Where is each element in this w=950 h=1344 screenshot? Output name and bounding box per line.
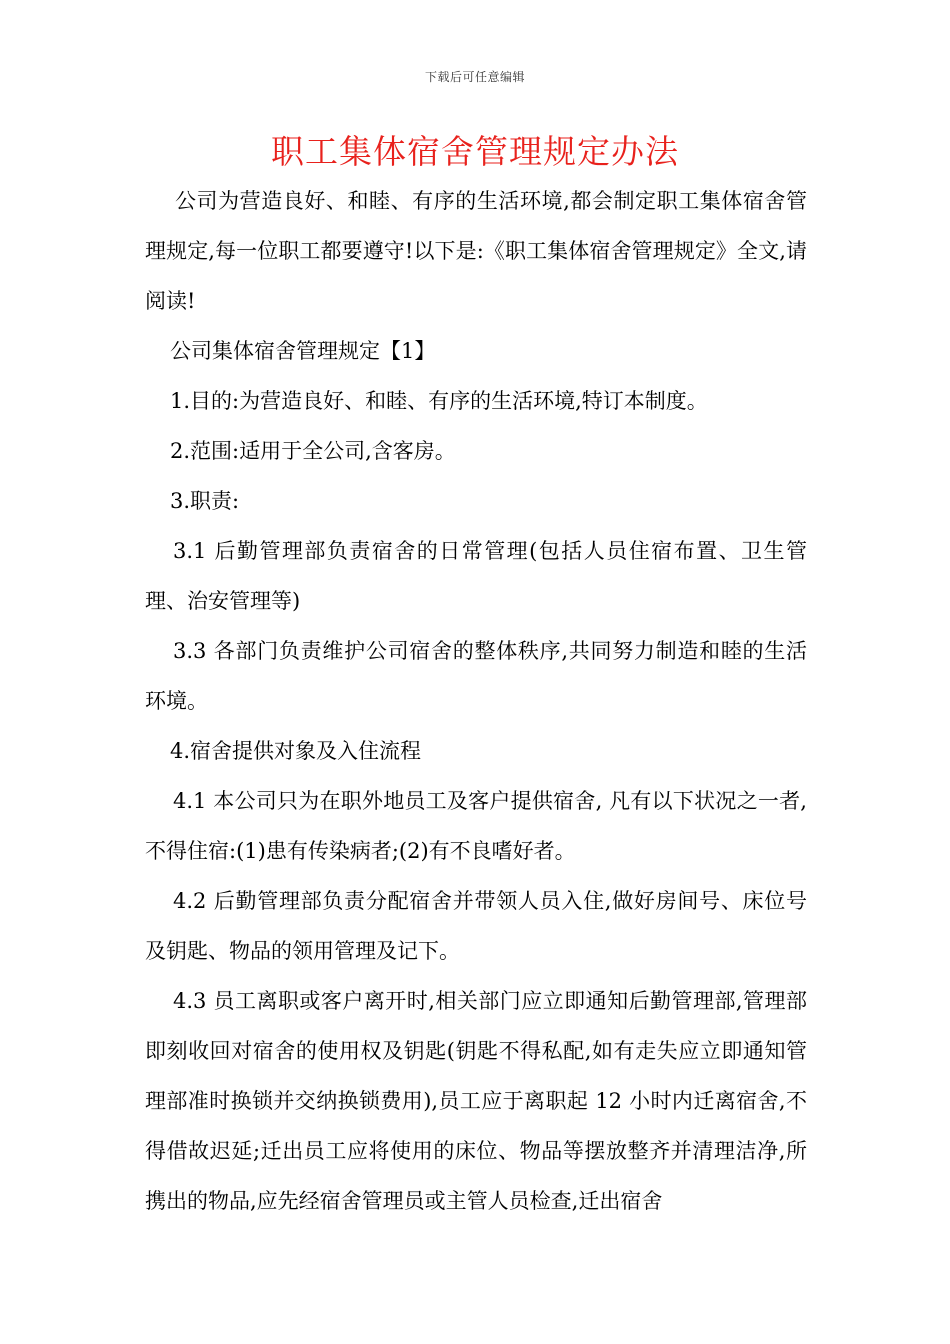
section-heading: 公司集体宿舍管理规定【1】 (170, 339, 436, 363)
paragraph-3-3: 3.3 各部门负责维护公司宿舍的整体秩序,共同努力制造和睦的生活环境。 (145, 639, 807, 713)
paragraph-4-3: 4.3 员工离职或客户离开时,相关部门应立即通知后勤管理部,管理部即刻收回对宿舍的使用权及钥匙(钥匙不得私配,如有走失应立即通知管理部准时换锁并交纳换锁费用),员工应于离职起 12 小时内迁离宿舍,不得借故迟延;迁出员工应将使用的床位、物品等摆放整齐并清理洁净,所携出的物品,应先经宿舍管理员或主管人员检查,迁出宿舍 (145, 989, 807, 1213)
paragraph-3-1: 3.1 后勤管理部负责宿舍的日常管理(包括人员住宿布置、卫生管理、治安管理等) (145, 539, 807, 613)
header-note: 下载后可任意编辑 (424, 70, 525, 84)
intro-paragraph: 公司为营造良好、和睦、有序的生活环境,都会制定职工集体宿舍管理规定,每一位职工都要遵守!以下是:《职工集体宿舍管理规定》全文,请阅读! (145, 189, 807, 313)
paragraph-4-2: 4.2 后勤管理部负责分配宿舍并带领人员入住,做好房间号、床位号及钥匙、物品的领用管理及记下。 (145, 889, 807, 963)
paragraph-purpose: 1.目的:为营造良好、和睦、有序的生活环境,特订本制度。 (170, 389, 708, 413)
document-body (145, 176, 807, 1226)
paragraph-4: 4.宿舍提供对象及入住流程 (170, 739, 422, 763)
paragraph-duties: 3.职责: (170, 489, 240, 513)
document-title: 职工集体宿舍管理规定办法 (271, 132, 679, 171)
paragraph-scope: 2.范围:适用于全公司,含客房。 (170, 439, 456, 463)
paragraph-4-1: 4.1 本公司只为在职外地员工及客户提供宿舍, 凡有以下状况之一者,不得住宿:(1)患有传染病者;(2)有不良嗜好者。 (145, 789, 807, 863)
